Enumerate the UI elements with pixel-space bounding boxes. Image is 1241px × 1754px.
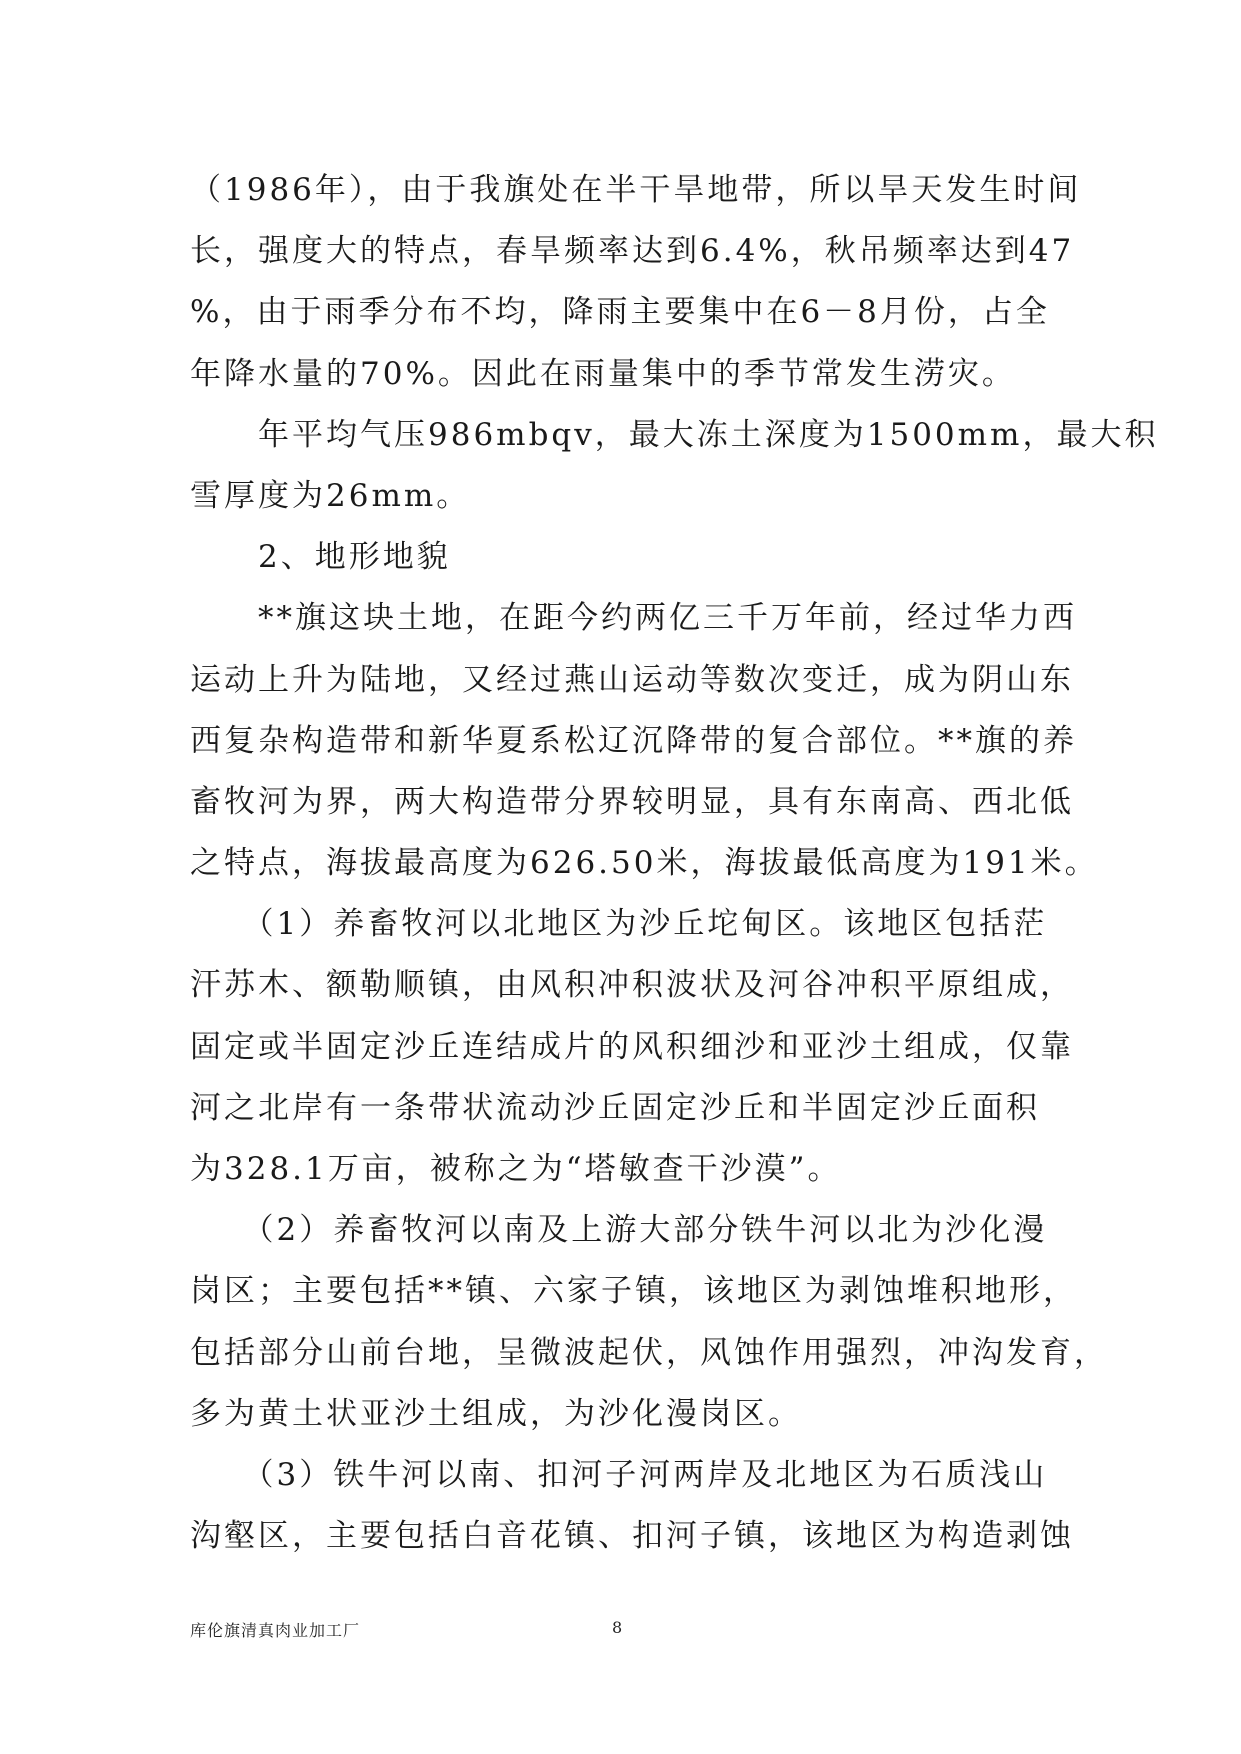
text-line: 岗区；主要包括**镇、六家子镇，该地区为剥蚀堆积地形， [190,1273,1077,1310]
text-line: 固定或半固定沙丘连结成片的风积细沙和亚沙土组成，仅靠 [190,1028,1074,1065]
page-footer [190,1618,1050,1648]
text-line: 畜牧河为界，两大构造带分界较明显，具有东南高、西北低 [190,783,1074,820]
text-line: 长，强度大的特点，春旱频率达到6.4%，秋吊频率达到47 [190,233,1075,270]
text-line: （3）铁牛河以南、扣河子河两岸及北地区为石质浅山 [190,1456,1048,1493]
text-line: （2）养畜牧河以南及上游大部分铁牛河以北为沙化漫 [190,1212,1048,1249]
text-line: 雪厚度为26mm。 [190,477,471,514]
text-line: 为328.1万亩，被称之为“塔敏查干沙漠”。 [190,1151,842,1187]
text-line: 年降水量的70%。因此在雨量集中的季节常发生涝灾。 [190,355,1016,392]
text-line: （1986年），由于我旗处在半干旱地带，所以旱天发生时间 [190,172,1082,208]
text-line: （1）养畜牧河以北地区为沙丘坨甸区。该地区包括茫 [190,906,1048,943]
text-line: 之特点，海拔最高度为626.50米，海拔最低高度为191米。 [190,845,1099,882]
text-line: 包括部分山前台地，呈微波起伏，风蚀作用强烈，冲沟发育， [190,1334,1108,1371]
section-heading: 2、地形地貌 [190,539,451,576]
page-number: 8 [612,1618,623,1637]
text-line: 汗苏木、额勒顺镇，由风积冲积波状及河谷冲积平原组成， [190,967,1074,1004]
footer-company-name: 库伦旗清真肉业加工厂 [190,1621,361,1640]
document-body [190,160,1159,1567]
text-line: %，由于雨季分布不均，降雨主要集中在6－8月份，占全 [190,294,1050,331]
text-line: **旗这块土地，在距今约两亿三千万年前，经过华力西 [190,600,1077,637]
text-line: 西复杂构造带和新华夏系松辽沉降带的复合部位。**旗的养 [190,722,1077,759]
text-line: 多为黄土状亚沙土组成，为沙化漫岗区。 [190,1395,802,1432]
text-line: 河之北岸有一条带状流动沙丘固定沙丘和半固定沙丘面积 [190,1089,1040,1126]
text-line: 沟壑区，主要包括白音花镇、扣河子镇，该地区为构造剥蚀 [190,1518,1074,1555]
text-line: 年平均气压986mbqv，最大冻土深度为1500mm，最大积 [190,416,1159,453]
text-line: 运动上升为陆地，又经过燕山运动等数次变迁，成为阴山东 [190,661,1074,698]
